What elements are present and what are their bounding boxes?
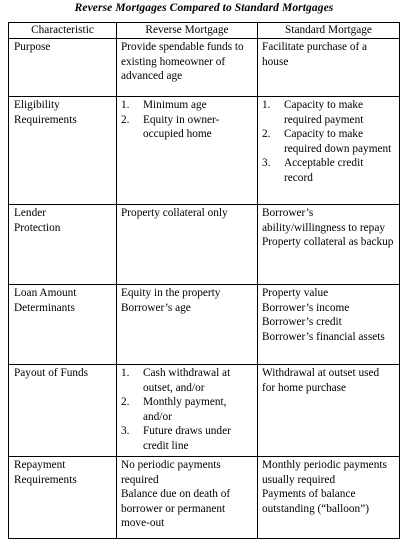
list-item-number: 2. <box>121 113 130 126</box>
cell-text: Borrower’s income <box>262 301 350 314</box>
page-title: Reverse Mortgages Compared to Standard Mortgages <box>74 2 334 14</box>
list-item <box>121 424 253 453</box>
list-item-number: 1. <box>121 367 130 379</box>
reverse-mortgage-cell <box>117 365 258 457</box>
cell-text: Borrower’s age <box>121 301 191 314</box>
cell-text: Monthly periodic payments usually required <box>262 459 387 486</box>
characteristic-cell <box>9 205 117 285</box>
characteristic-label: Eligibility <box>14 99 60 111</box>
characteristic-label: Purpose <box>14 41 51 53</box>
cell-text: Borrower’s financial assets <box>262 330 385 343</box>
header-standard-mortgage: Standard Mortgage <box>258 23 400 39</box>
characteristic-label: Protection <box>14 221 61 234</box>
list-item-number: 3. <box>262 157 271 169</box>
cell-text: Borrower’s ability/willingness to repay <box>262 207 385 234</box>
reverse-mortgage-cell <box>117 97 258 205</box>
characteristic-cell <box>9 457 117 539</box>
header-row <box>9 23 400 39</box>
cell-text: No periodic payments required <box>121 459 221 486</box>
cell-text: Balance due on death of borrower or permanent move-out <box>121 488 231 529</box>
reverse-mortgage-cell <box>117 39 258 97</box>
cell-text: Property value <box>262 287 329 299</box>
list-item-text: Minimum age <box>143 99 207 111</box>
numbered-list <box>262 98 395 185</box>
cell-text: Withdrawal at outset used for home purchase <box>262 367 380 394</box>
list-item <box>262 156 395 185</box>
list-item-text: Monthly payment, and/or <box>143 396 227 423</box>
list-item-number: 2. <box>121 396 130 408</box>
characteristic-label: Requirements <box>14 113 77 126</box>
numbered-list <box>121 98 253 142</box>
characteristic-label: Determinants <box>14 301 75 314</box>
characteristic-cell <box>9 97 117 205</box>
header-characteristic: Characteristic <box>9 23 117 39</box>
standard-mortgage-cell <box>258 97 400 205</box>
characteristic-cell <box>9 285 117 365</box>
characteristic-label: Repayment <box>14 459 66 471</box>
characteristic-label: Lender <box>14 207 46 219</box>
list-item-text: Cash withdrawal at outset, and/or <box>143 367 231 394</box>
cell-text: Provide spendable funds to existing homeowner of advanced age <box>121 41 244 82</box>
table-row <box>9 205 400 285</box>
characteristic-label: Payout of Funds <box>14 367 89 379</box>
characteristic-label: Requirements <box>14 473 77 486</box>
characteristic-cell <box>9 365 117 457</box>
list-item-text: Future draws under credit line <box>143 425 231 452</box>
standard-mortgage-cell <box>258 365 400 457</box>
cell-text: Borrower’s credit <box>262 316 342 328</box>
list-item <box>121 98 253 113</box>
cell-text: Equity in the property <box>121 287 221 299</box>
table-row <box>9 39 400 97</box>
characteristic-label: Loan Amount <box>14 287 77 299</box>
list-item <box>121 113 253 142</box>
list-item-number: 1. <box>121 99 130 111</box>
standard-mortgage-cell <box>258 285 400 365</box>
cell-text: Facilitate purchase of a house <box>262 41 368 68</box>
standard-mortgage-cell <box>258 457 400 539</box>
list-item-number: 1. <box>262 99 271 111</box>
cell-text: Property collateral only <box>121 207 228 219</box>
standard-mortgage-cell <box>258 205 400 285</box>
table-row <box>9 365 400 457</box>
list-item-text: Capacity to make required payment <box>284 99 364 126</box>
reverse-mortgage-cell <box>117 457 258 539</box>
header-reverse-mortgage: Reverse Mortgage <box>117 23 258 39</box>
standard-mortgage-cell <box>258 39 400 97</box>
list-item <box>121 366 253 395</box>
list-item-text: Acceptable credit record <box>284 157 364 184</box>
cell-text: Property collateral as backup <box>262 236 394 248</box>
table-row <box>9 285 400 365</box>
list-item <box>262 98 395 127</box>
list-item <box>262 127 395 156</box>
table-row <box>9 457 400 539</box>
characteristic-cell <box>9 39 117 97</box>
list-item <box>121 395 253 424</box>
list-item-number: 3. <box>121 425 130 437</box>
reverse-mortgage-cell <box>117 205 258 285</box>
table-row <box>9 97 400 205</box>
list-item-text: Equity in owner-occupied home <box>143 113 220 140</box>
numbered-list <box>121 366 253 453</box>
cell-text: Payments of balance outstanding (“balloon”) <box>262 488 369 515</box>
comparison-table <box>8 22 400 539</box>
list-item-number: 2. <box>262 128 271 140</box>
list-item-text: Capacity to make required down payment <box>284 128 392 155</box>
reverse-mortgage-cell <box>117 285 258 365</box>
